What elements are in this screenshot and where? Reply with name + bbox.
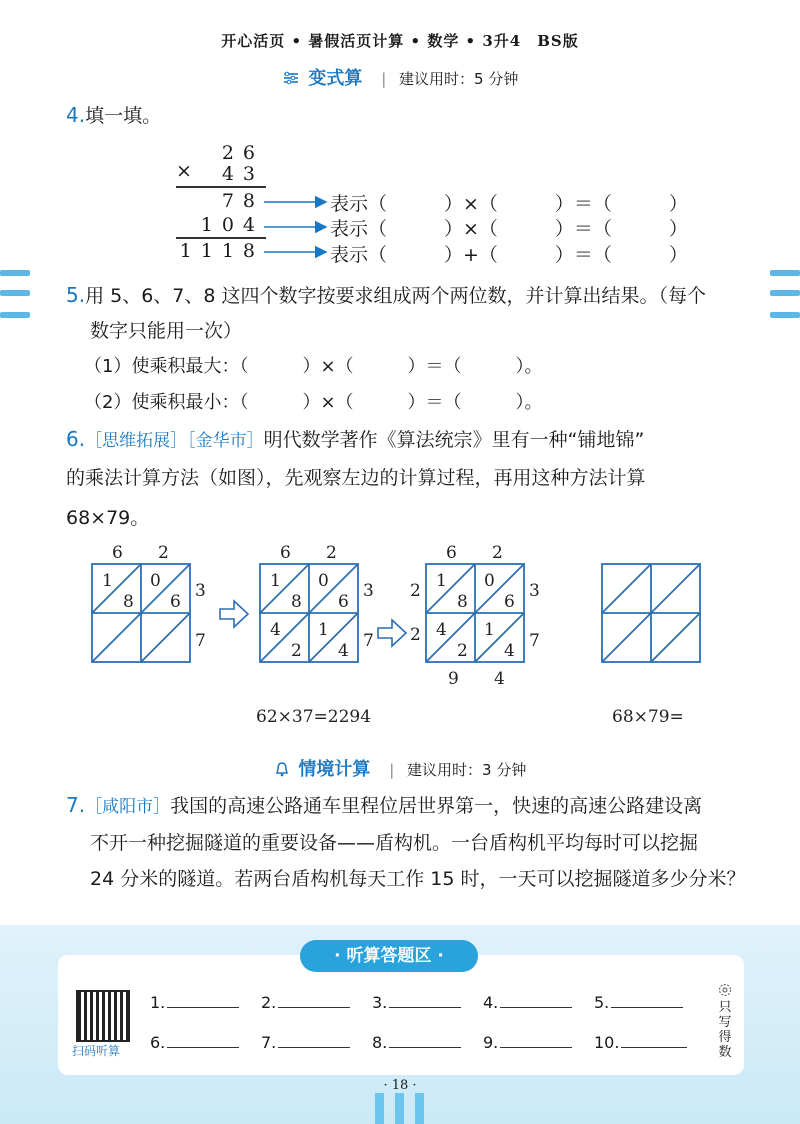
digit: 4	[504, 641, 515, 661]
question-number: 5.	[66, 283, 86, 307]
digit: 2	[410, 581, 421, 601]
caption-example: 62×37=2294	[256, 707, 372, 726]
divider	[176, 186, 266, 188]
digit: 4	[270, 620, 281, 640]
partial-product-2: 104	[200, 214, 264, 236]
final-product: 1118	[179, 240, 264, 262]
section-hint: 建议用时：5 分钟	[399, 70, 519, 88]
digit: 2	[158, 543, 169, 563]
answer-slot-5[interactable]: 5.	[594, 993, 683, 1012]
arrow-icon	[220, 601, 248, 627]
digit: 8	[291, 592, 302, 612]
digit: 1	[484, 620, 495, 640]
digit: 9	[448, 669, 459, 689]
digit: 1	[436, 571, 447, 591]
question-number: 6.	[66, 427, 86, 451]
side-tab-right	[770, 312, 800, 318]
digit: 6	[504, 592, 515, 612]
side-tab-right	[770, 290, 800, 296]
digit: 8	[457, 592, 468, 612]
question-7	[66, 787, 702, 825]
question-text: 填一填。	[85, 105, 162, 127]
tag: ［思维拓展］	[85, 431, 188, 451]
arrows	[262, 192, 332, 258]
qr-label: 扫码听算	[72, 1044, 121, 1058]
digit: 0	[484, 571, 495, 591]
bottom-stripe	[415, 1093, 424, 1124]
question-number: 4.	[66, 103, 86, 127]
question-7-line2: 不开一种挖掘隧道的重要设备——盾构机。一台盾构机平均每时可以挖掘	[90, 832, 699, 854]
question-text: 明代数学著作《算法统宗》里有一种“铺地锦”	[263, 429, 645, 451]
section-title-variant: 变式算 | 建议用时：5 分钟	[0, 64, 800, 90]
blank-expression-3[interactable]: 表示（ ）+（ ）＝（ ）	[330, 244, 688, 266]
answer-slot-2[interactable]: 2.	[261, 993, 350, 1012]
digit: 6	[338, 592, 349, 612]
digit: 1	[318, 620, 329, 640]
question-text: 我国的高速公路通车里程位居世界第一，快速的高速公路建设离	[170, 795, 703, 817]
answer-slot-7[interactable]: 7.	[261, 1033, 350, 1052]
bottom-stripe	[375, 1093, 384, 1124]
answer-area-title: · 听算答题区 ·	[300, 940, 478, 972]
answer-slot-4[interactable]: 4.	[483, 993, 572, 1012]
section-hint: 建议用时：3 分钟	[407, 761, 527, 779]
question-4	[66, 97, 161, 134]
side-tab-left	[0, 290, 30, 296]
answer-slot-6[interactable]: 6.	[150, 1033, 239, 1052]
only-answer-label	[717, 983, 733, 1060]
side-tab-right	[770, 270, 800, 276]
digit: 1	[102, 571, 113, 591]
digit: 2	[457, 641, 468, 661]
partial-product-1: 78	[221, 190, 264, 212]
digit: 4	[494, 669, 505, 689]
bell-icon	[274, 761, 290, 777]
lattice-4-empty	[602, 564, 700, 662]
times-sign: ×	[176, 160, 192, 182]
digit: 2	[291, 641, 302, 661]
digit: 4	[436, 620, 447, 640]
side-tab-left	[0, 270, 30, 276]
question-6-line2: 的乘法计算方法（如图），先观察左边的计算过程，再用这种方法计算	[66, 467, 646, 489]
multiplicand: 26	[221, 142, 264, 164]
spiral-icon	[718, 983, 732, 997]
right-label-text: 只写得数	[718, 1000, 732, 1060]
tag: ［金华市］	[187, 431, 264, 451]
section-title-context: 情境计算 | 建议用时：3 分钟	[0, 755, 800, 781]
digit: 6	[280, 543, 291, 563]
digit: 7	[529, 631, 540, 651]
question-5-line2: 数字只能用一次）	[90, 320, 243, 342]
answer-box	[58, 955, 744, 1075]
digit: 6	[446, 543, 457, 563]
digit: 4	[338, 641, 349, 661]
answer-slot-3[interactable]: 3.	[372, 993, 461, 1012]
question-6	[66, 421, 644, 459]
page-header: 开心活页 • 暑假活页计算 • 数学 • 3升4 BS版	[221, 32, 579, 50]
caption-task: 68×79=	[612, 707, 684, 726]
answer-slot-1[interactable]: 1.	[150, 993, 239, 1012]
digit: 3	[195, 581, 206, 601]
multiplier: 43	[221, 163, 264, 185]
tag: ［咸阳市］	[85, 797, 171, 817]
digit: 2	[492, 543, 503, 563]
answer-slot-10[interactable]: 10.	[594, 1033, 687, 1052]
digit: 0	[150, 571, 161, 591]
digit: 6	[170, 592, 181, 612]
qr-code[interactable]	[76, 990, 130, 1042]
question-7-line3: 24 分米的隧道。若两台盾构机每天工作 15 时，一天可以挖掘隧道多少分米？	[90, 868, 746, 890]
blank-expression-1[interactable]: 表示（ ）×（ ）＝（ ）	[330, 193, 688, 215]
digit: 7	[363, 631, 374, 651]
answer-slot-9[interactable]: 9.	[483, 1033, 572, 1052]
blank-expression-2[interactable]: 表示（ ）×（ ）＝（ ）	[330, 218, 688, 240]
digit: 1	[270, 571, 281, 591]
lattice-diagrams	[60, 536, 740, 726]
question-text: 用 5、6、7、8 这四个数字按要求组成两个两位数，并计算出结果。（每个	[85, 285, 707, 307]
digit: 7	[195, 631, 206, 651]
digit: 0	[318, 571, 329, 591]
side-tab-left	[0, 312, 30, 318]
digit: 2	[410, 625, 421, 645]
answer-slot-8[interactable]: 8.	[372, 1033, 461, 1052]
section-icon	[282, 71, 300, 85]
question-5-sub2[interactable]: （2）使乘积最小：（ ）×（ ）＝（ ）。	[84, 392, 543, 413]
question-5	[66, 277, 706, 314]
arrow-icon	[378, 620, 406, 646]
section-title: 情境计算	[298, 759, 371, 780]
digit: 3	[529, 581, 540, 601]
divider	[176, 237, 266, 239]
page-number: · 18 ·	[383, 1078, 417, 1093]
question-6-line3: 68×79。	[66, 507, 150, 529]
digit: 6	[112, 543, 123, 563]
question-number: 7.	[66, 793, 86, 817]
bottom-stripe	[395, 1093, 404, 1124]
question-5-sub1[interactable]: （1）使乘积最大：（ ）×（ ）＝（ ）。	[84, 356, 543, 377]
digit: 2	[326, 543, 337, 563]
digit: 8	[123, 592, 134, 612]
digit: 3	[363, 581, 374, 601]
section-title: 变式算	[308, 68, 363, 89]
